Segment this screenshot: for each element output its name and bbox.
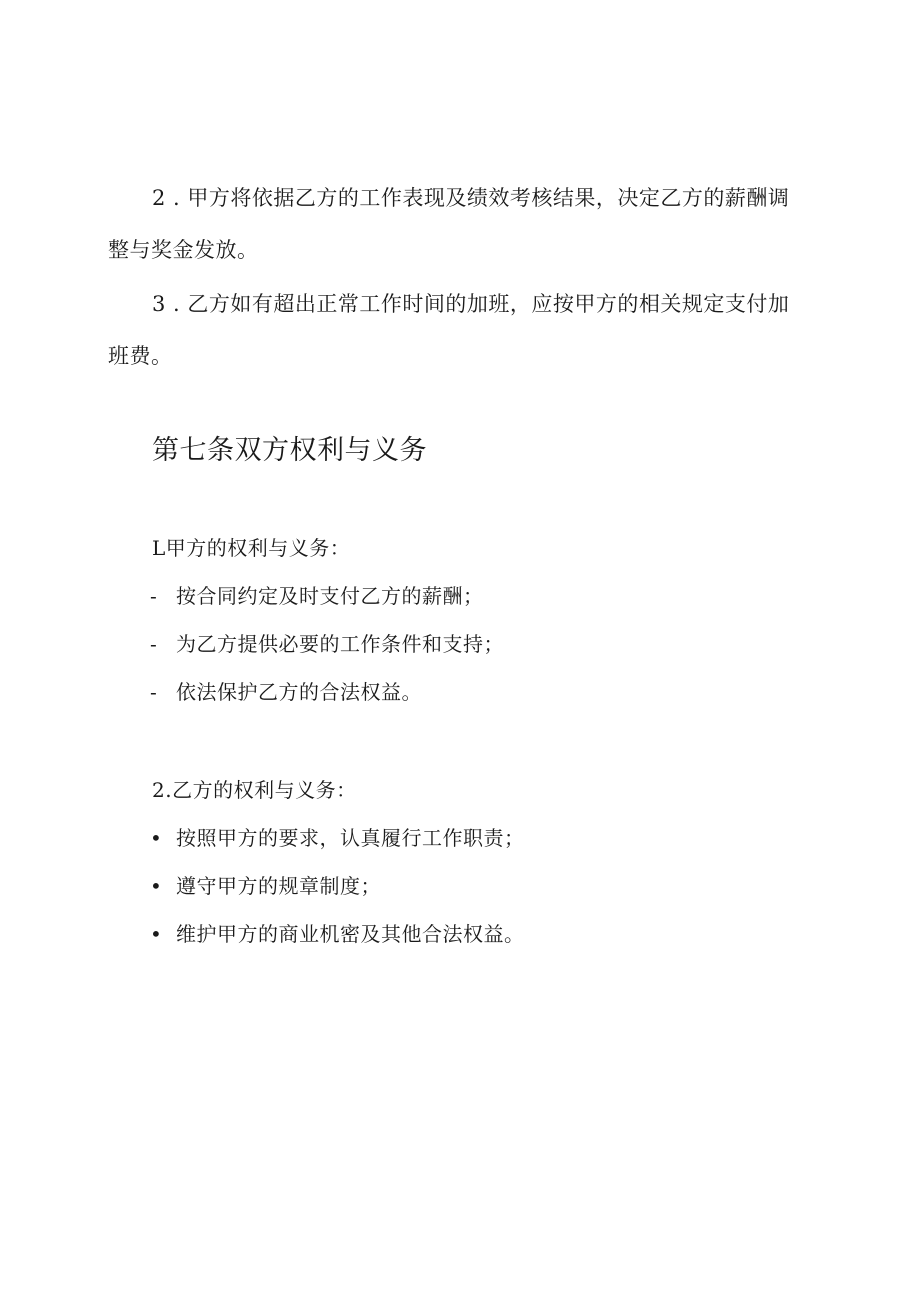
list-item-text: 按合同约定及时支付乙方的薪酬； <box>176 584 484 608</box>
list-item <box>150 918 525 950</box>
party-b-heading: 2.乙方的权利与义务： <box>152 778 357 802</box>
dash-marker: - <box>150 632 158 656</box>
list-item-text: 遵守甲方的规章制度； <box>176 874 381 898</box>
dash-marker: - <box>150 584 158 608</box>
bullet-marker: • <box>150 922 163 946</box>
dash-marker: - <box>150 680 158 704</box>
list-item-text: 按照甲方的要求，认真履行工作职责； <box>176 826 525 850</box>
list-item <box>150 580 484 612</box>
bullet-marker: • <box>150 874 163 898</box>
list-item-text: 为乙方提供必要的工作条件和支持； <box>176 632 504 656</box>
bullet-marker: • <box>150 826 163 850</box>
paragraph-overtime-pay: 3 . 乙方如有超出正常工作时间的加班，应按甲方的相关规定支付加班费。 <box>108 292 790 368</box>
list-item <box>150 628 504 660</box>
list-item <box>150 822 525 854</box>
article-seven-title: 第七条双方权利与义务 <box>152 435 427 466</box>
paragraph-salary-adjustment: 2 . 甲方将依据乙方的工作表现及绩效考核结果，决定乙方的薪酬调整与奖金发放。 <box>108 186 790 262</box>
list-item-text: 维护甲方的商业机密及其他合法权益。 <box>176 922 525 946</box>
list-item <box>150 870 381 902</box>
list-item-text: 依法保护乙方的合法权益。 <box>176 680 422 704</box>
list-item <box>150 676 422 708</box>
party-a-heading: L甲方的权利与义务： <box>152 536 351 560</box>
